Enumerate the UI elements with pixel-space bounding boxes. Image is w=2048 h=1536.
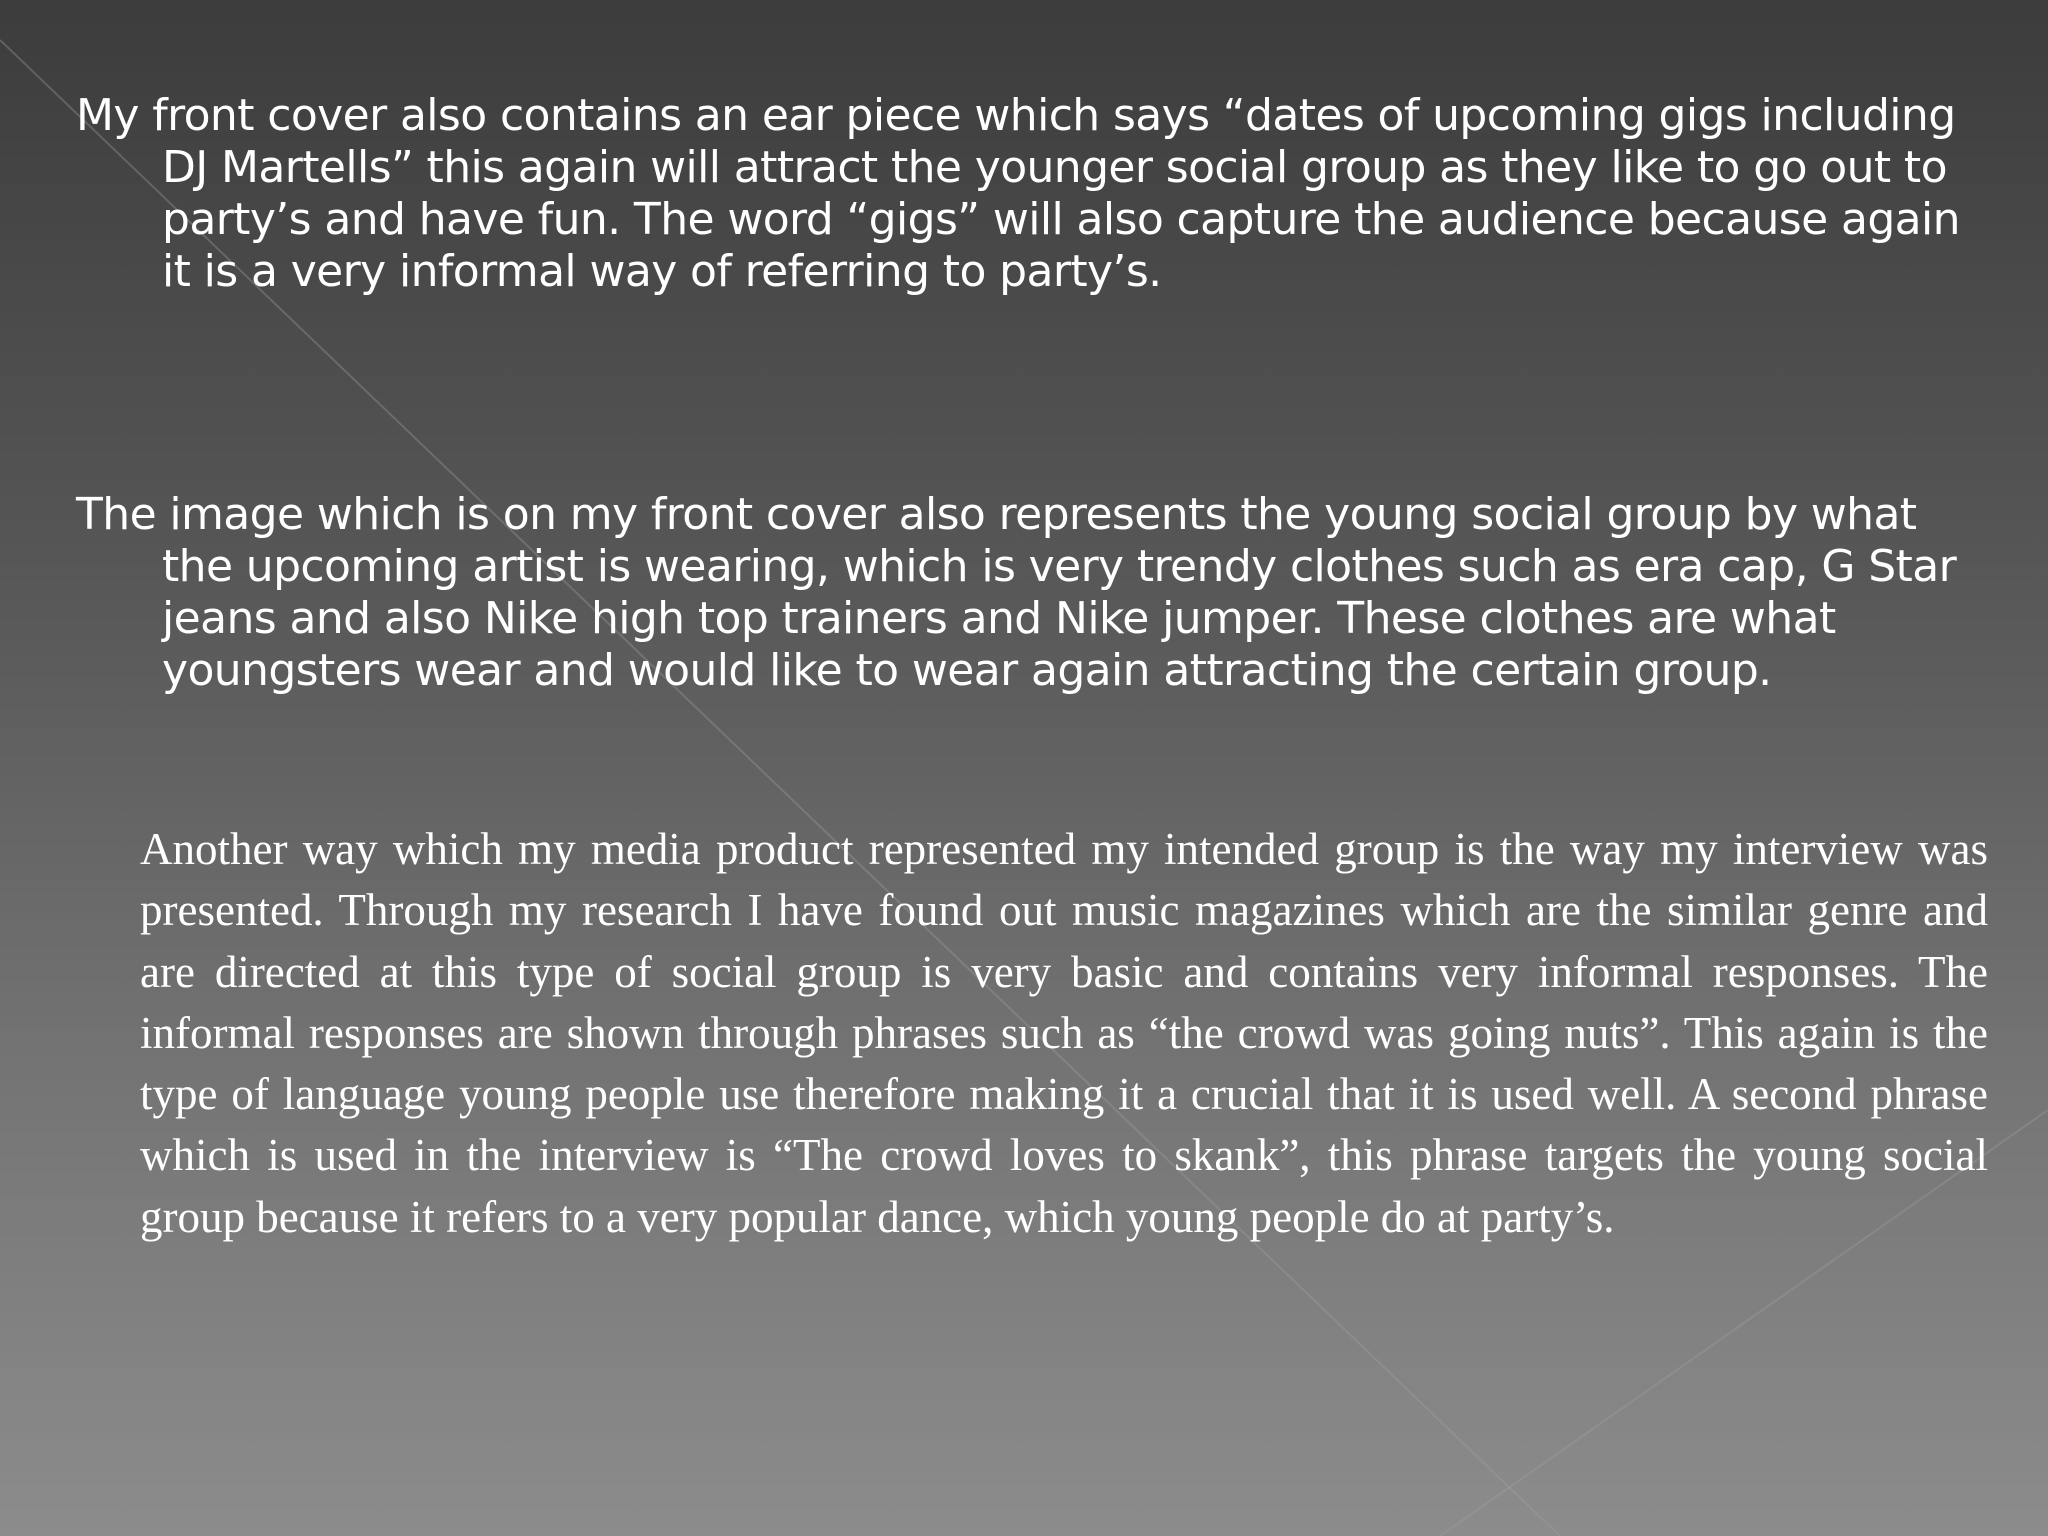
- paragraph-front-cover-ear-piece: My front cover also contains an ear piece which says “dates of upcoming gigs including DJ Martells” this again will attract the younger social group as they like to go out to party’s and have fun. The word “gigs” will also capture the audience because again it is a very informal way of referring to party’s.: [76, 90, 1960, 297]
- paragraph-interview-presentation: Another way which my media product represented my intended group is the way my interview was presented. Through my research I have found out music magazines which are the similar genre and are directed at this type of social group is very basic and contains very informal responses. The informal responses are shown through phrases such as “the crowd was going nuts”. This again is the type of language young people use therefore making it a crucial that it is used well. A second phrase which is used in the interview is “The crowd loves to skank”, this phrase targets the young social group because it refers to a very popular dance, which young people do at party’s.: [140, 824, 1988, 1242]
- paragraph-front-cover-image: The image which is on my front cover also represents the young social group by what the upcoming artist is wearing, which is very trendy clothes such as era cap, G Star jeans and also Nike high top trainers and Nike jumper. These clothes are what youngsters wear and would like to wear again attracting the certain group.: [76, 489, 1957, 696]
